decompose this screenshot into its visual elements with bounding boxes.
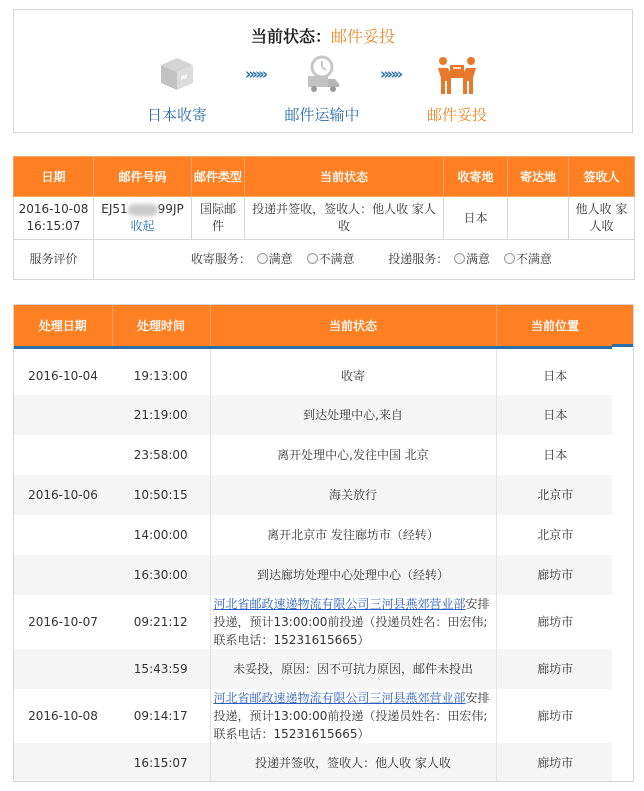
col-header-destination: 寄达地 [508, 157, 569, 197]
step-label: 日本收寄 [146, 106, 207, 124]
track-time: 10:50:15 [112, 475, 210, 515]
col-header-current-status: 当前状态 [245, 157, 444, 197]
tracking-row [14, 515, 614, 555]
tracking-row [14, 743, 614, 782]
track-status: 到达廊坊处理中心处理中心（经转） [210, 555, 496, 595]
step-label: 邮件妥投 [426, 106, 487, 124]
track-location: 廊坊市 [537, 709, 574, 723]
track-status: 未妥投，原因：因不可抗力原因，邮件未投出 [210, 649, 496, 689]
mail-number-prefix: EJ51 [101, 202, 128, 216]
track-status-detail: 安排投递，预计13:00:00前投递（投递员姓名：田宏伟;联系电话：15231615665） [213, 597, 490, 647]
track-status-detail: 安排投递，预计13:00:00前投递（投递员姓名：田宏伟;联系电话：15231615665） [213, 691, 490, 741]
deliver-service-label: 投递服务： [388, 252, 449, 266]
track-time: 19:13:00 [133, 368, 188, 383]
col-header-location: 当前位置 [496, 305, 614, 347]
track-location: 廊坊市 [496, 555, 614, 595]
service-evaluation-options [94, 240, 635, 280]
collapse-link[interactable]: 收起 [130, 219, 155, 233]
track-status: 离开北京市 发往廊坊市（经转） [210, 515, 496, 555]
progress-arrow: »»» [380, 65, 401, 83]
col-header-origin: 收寄地 [444, 157, 508, 197]
track-location: 廊坊市 [496, 743, 614, 782]
tracking-row [14, 435, 614, 475]
mail-number-suffix: 99JP [157, 202, 184, 216]
track-date: 2016-10-07 [28, 615, 98, 629]
track-status: 投递并签收，签收人：他人收 家人收 [210, 743, 496, 782]
col-header-process-time: 处理时间 [112, 305, 210, 347]
service-evaluation-label: 服务评价 [14, 240, 94, 280]
track-status [210, 689, 496, 743]
track-date [14, 649, 112, 689]
track-time: 09:14:17 [133, 709, 188, 723]
track-status: 收寄 [210, 347, 496, 395]
track-location: 日本 [496, 395, 614, 435]
tracking-row [14, 595, 614, 649]
tracking-row [14, 475, 614, 515]
current-status-label: 当前状态： [250, 27, 331, 46]
tracking-row [14, 649, 614, 689]
mail-number-cell [94, 197, 192, 240]
track-date [14, 743, 112, 782]
mail-info-table [13, 156, 635, 280]
deliver-satisfied-label: 满意 [466, 252, 491, 266]
col-header-mail-number: 邮件号码 [94, 157, 192, 197]
col-header-track-status: 当前状态 [210, 305, 496, 347]
collect-satisfied-radio[interactable] [257, 253, 268, 264]
col-header-process-date: 处理日期 [14, 305, 112, 347]
track-status: 离开处理中心,发往中国 北京 [210, 435, 496, 475]
col-header-signer: 签收人 [569, 157, 635, 197]
track-time: 16:15:07 [112, 743, 210, 782]
step-posted-japan [122, 52, 232, 125]
track-time: 15:43:59 [112, 649, 210, 689]
track-location: 北京市 [537, 528, 574, 542]
tracking-panel[interactable] [13, 304, 634, 782]
track-date: 2016-10-06 [14, 475, 112, 515]
delivery-truck-icon [300, 52, 344, 96]
mail-origin: 日本 [444, 197, 508, 240]
track-status: 到达处理中心,来自 [210, 395, 496, 435]
mail-status: 投递并签收，签收人：他人收 家人收 [245, 197, 444, 240]
delivered-handover-icon [435, 52, 479, 96]
track-location: 北京市 [496, 475, 614, 515]
col-header-date: 日期 [14, 157, 94, 197]
step-label: 邮件运输中 [284, 106, 360, 124]
collect-unsatisfied-radio[interactable] [307, 253, 318, 264]
step-delivered [402, 52, 512, 125]
redacted-number-mask [128, 204, 158, 216]
col-header-mail-type: 邮件类型 [192, 157, 245, 197]
collect-service-label: 收寄服务： [190, 252, 251, 266]
track-date [14, 395, 112, 435]
track-location: 廊坊市 [537, 615, 574, 629]
deliver-satisfied-radio[interactable] [454, 253, 465, 264]
track-location: 廊坊市 [496, 649, 614, 689]
track-time: 09:21:12 [133, 615, 188, 629]
track-date: 2016-10-08 [28, 709, 98, 723]
tracking-row [14, 689, 614, 743]
service-evaluation-row [14, 240, 635, 280]
collect-unsatisfied-label: 不满意 [318, 252, 355, 266]
track-date [14, 515, 112, 555]
tracking-table-header [14, 305, 614, 347]
mail-type: 国际邮件 [192, 197, 245, 240]
scroll-strip[interactable] [612, 305, 633, 781]
track-time: 14:00:00 [133, 528, 188, 542]
mail-date: 2016-10-08 16:15:07 [14, 197, 94, 240]
post-office-link[interactable]: 河北省邮政速递物流有限公司三河县燕郊营业部 [213, 691, 466, 705]
track-status [210, 595, 496, 649]
track-location: 日本 [543, 448, 568, 462]
mail-table-header [14, 157, 635, 197]
collect-satisfied-label: 满意 [268, 252, 293, 266]
post-office-link[interactable]: 河北省邮政速递物流有限公司三河县燕郊营业部 [213, 597, 466, 611]
track-time: 21:19:00 [112, 395, 210, 435]
mail-signer: 他人收 家人收 [569, 197, 635, 240]
delivery-status-card [13, 9, 633, 133]
track-time: 16:30:00 [112, 555, 210, 595]
deliver-unsatisfied-radio[interactable] [504, 253, 515, 264]
current-status-value: 邮件妥投 [331, 27, 396, 46]
parcel-box-icon [155, 52, 199, 96]
tracking-row [14, 555, 614, 595]
track-status: 海关放行 [210, 475, 496, 515]
track-date: 2016-10-04 [28, 368, 98, 383]
track-time: 23:58:00 [133, 448, 188, 462]
mail-destination [508, 197, 569, 240]
track-location: 日本 [543, 368, 568, 383]
step-in-transit [267, 52, 377, 125]
deliver-unsatisfied-label: 不满意 [515, 252, 552, 266]
current-status-title [14, 24, 632, 47]
tracking-row [14, 347, 614, 395]
track-date [14, 435, 112, 475]
mail-row [14, 197, 635, 240]
tracking-table [14, 305, 615, 782]
progress-arrow: »»» [245, 65, 266, 83]
tracking-row [14, 395, 614, 435]
track-date [14, 555, 112, 595]
